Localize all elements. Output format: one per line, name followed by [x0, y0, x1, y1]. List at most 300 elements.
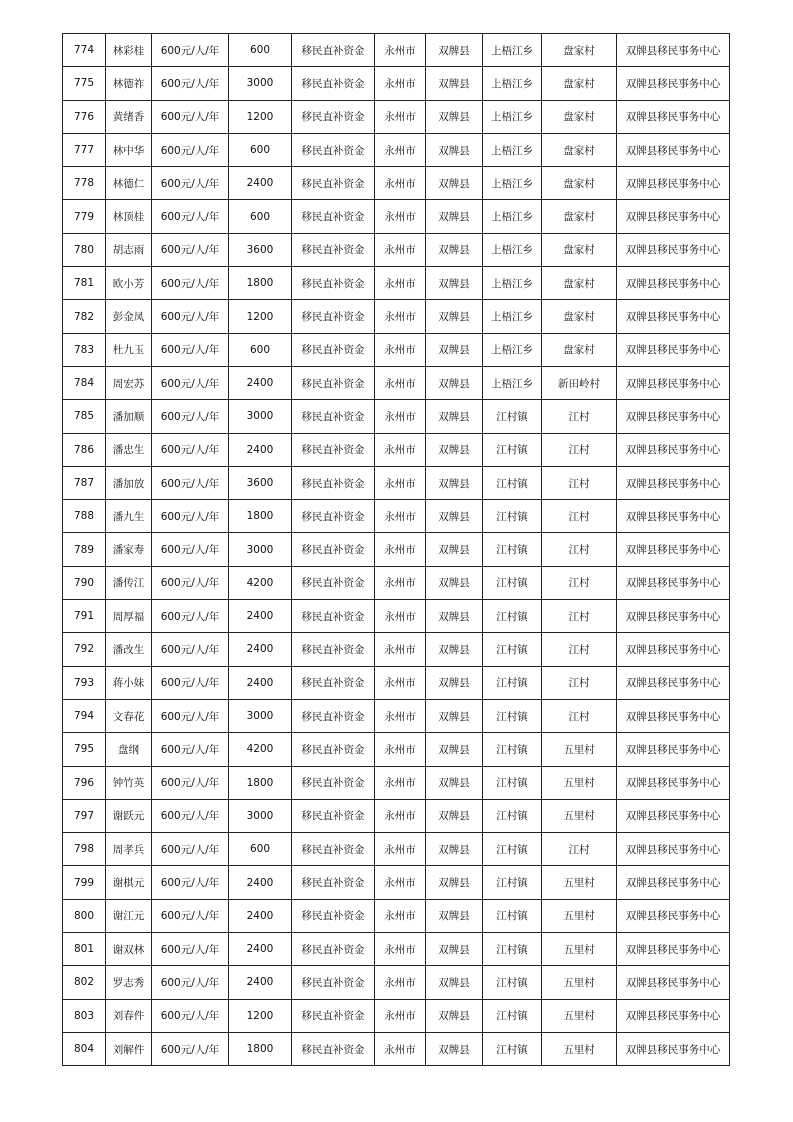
table-row: [63, 833, 730, 866]
cell-village: 五里村: [542, 733, 617, 766]
cell-county: 双牌县: [426, 466, 483, 499]
cell-county: 双牌县: [426, 733, 483, 766]
cell-county: 双牌县: [426, 333, 483, 366]
cell-no: 798: [63, 833, 106, 866]
cell-standard: 600元/人/年: [152, 833, 229, 866]
table-row: [63, 433, 730, 466]
cell-no: 782: [63, 300, 106, 333]
cell-amount: 3000: [229, 799, 292, 832]
cell-agency: 双牌县移民事务中心: [617, 899, 730, 932]
cell-agency: 双牌县移民事务中心: [617, 566, 730, 599]
cell-agency: 双牌县移民事务中心: [617, 200, 730, 233]
cell-no: 776: [63, 100, 106, 133]
cell-fund: 移民直补资金: [292, 566, 375, 599]
cell-amount: 2400: [229, 866, 292, 899]
cell-amount: 3000: [229, 699, 292, 732]
cell-name: 谢江元: [106, 899, 152, 932]
cell-amount: 3600: [229, 466, 292, 499]
cell-fund: 移民直补资金: [292, 666, 375, 699]
cell-fund: 移民直补资金: [292, 233, 375, 266]
cell-city: 永州市: [375, 966, 426, 999]
cell-standard: 600元/人/年: [152, 267, 229, 300]
cell-name: 周厚福: [106, 600, 152, 633]
cell-town: 江村镇: [483, 633, 542, 666]
cell-village: 五里村: [542, 966, 617, 999]
cell-amount: 4200: [229, 733, 292, 766]
cell-city: 永州市: [375, 999, 426, 1032]
cell-agency: 双牌县移民事务中心: [617, 999, 730, 1032]
cell-county: 双牌县: [426, 600, 483, 633]
cell-agency: 双牌县移民事务中心: [617, 866, 730, 899]
cell-amount: 1800: [229, 500, 292, 533]
cell-city: 永州市: [375, 899, 426, 932]
cell-fund: 移民直补资金: [292, 699, 375, 732]
cell-no: 791: [63, 600, 106, 633]
cell-village: 盘家村: [542, 133, 617, 166]
cell-city: 永州市: [375, 933, 426, 966]
cell-name: 文春花: [106, 699, 152, 732]
cell-town: 江村镇: [483, 899, 542, 932]
cell-fund: 移民直补资金: [292, 866, 375, 899]
cell-agency: 双牌县移民事务中心: [617, 966, 730, 999]
cell-town: 江村镇: [483, 699, 542, 732]
cell-name: 刘解件: [106, 1032, 152, 1065]
cell-city: 永州市: [375, 233, 426, 266]
cell-town: 上梧江乡: [483, 200, 542, 233]
cell-standard: 600元/人/年: [152, 400, 229, 433]
cell-name: 潘加放: [106, 466, 152, 499]
cell-amount: 2400: [229, 966, 292, 999]
table-row: [63, 500, 730, 533]
cell-city: 永州市: [375, 267, 426, 300]
cell-village: 盘家村: [542, 67, 617, 100]
cell-city: 永州市: [375, 833, 426, 866]
cell-town: 上梧江乡: [483, 233, 542, 266]
cell-standard: 600元/人/年: [152, 133, 229, 166]
cell-fund: 移民直补资金: [292, 167, 375, 200]
cell-name: 盘纲: [106, 733, 152, 766]
cell-county: 双牌县: [426, 200, 483, 233]
cell-village: 江村: [542, 466, 617, 499]
cell-town: 江村镇: [483, 999, 542, 1032]
cell-agency: 双牌县移民事务中心: [617, 433, 730, 466]
cell-standard: 600元/人/年: [152, 1032, 229, 1065]
cell-city: 永州市: [375, 400, 426, 433]
cell-name: 胡志雨: [106, 233, 152, 266]
cell-name: 林中华: [106, 133, 152, 166]
cell-no: 803: [63, 999, 106, 1032]
cell-city: 永州市: [375, 433, 426, 466]
cell-no: 785: [63, 400, 106, 433]
cell-city: 永州市: [375, 366, 426, 399]
cell-county: 双牌县: [426, 666, 483, 699]
cell-town: 上梧江乡: [483, 133, 542, 166]
cell-town: 江村镇: [483, 533, 542, 566]
cell-agency: 双牌县移民事务中心: [617, 167, 730, 200]
cell-county: 双牌县: [426, 400, 483, 433]
cell-town: 上梧江乡: [483, 34, 542, 67]
cell-no: 787: [63, 466, 106, 499]
cell-name: 潘传江: [106, 566, 152, 599]
cell-no: 792: [63, 633, 106, 666]
cell-standard: 600元/人/年: [152, 699, 229, 732]
table-row: [63, 133, 730, 166]
cell-amount: 2400: [229, 899, 292, 932]
cell-fund: 移民直补资金: [292, 500, 375, 533]
cell-no: 783: [63, 333, 106, 366]
cell-no: 779: [63, 200, 106, 233]
cell-town: 上梧江乡: [483, 366, 542, 399]
table-row: [63, 766, 730, 799]
cell-amount: 2400: [229, 600, 292, 633]
cell-standard: 600元/人/年: [152, 566, 229, 599]
cell-village: 新田岭村: [542, 366, 617, 399]
cell-amount: 1800: [229, 1032, 292, 1065]
cell-city: 永州市: [375, 866, 426, 899]
cell-standard: 600元/人/年: [152, 167, 229, 200]
cell-town: 江村镇: [483, 1032, 542, 1065]
cell-agency: 双牌县移民事务中心: [617, 34, 730, 67]
cell-standard: 600元/人/年: [152, 500, 229, 533]
table-row: [63, 699, 730, 732]
cell-county: 双牌县: [426, 34, 483, 67]
cell-village: 江村: [542, 500, 617, 533]
cell-standard: 600元/人/年: [152, 999, 229, 1032]
cell-city: 永州市: [375, 699, 426, 732]
cell-county: 双牌县: [426, 999, 483, 1032]
cell-town: 上梧江乡: [483, 67, 542, 100]
cell-village: 江村: [542, 433, 617, 466]
table-row: [63, 866, 730, 899]
cell-fund: 移民直补资金: [292, 133, 375, 166]
cell-fund: 移民直补资金: [292, 300, 375, 333]
cell-county: 双牌县: [426, 866, 483, 899]
cell-city: 永州市: [375, 633, 426, 666]
cell-village: 盘家村: [542, 333, 617, 366]
cell-agency: 双牌县移民事务中心: [617, 799, 730, 832]
cell-agency: 双牌县移民事务中心: [617, 600, 730, 633]
cell-fund: 移民直补资金: [292, 533, 375, 566]
table-row: [63, 200, 730, 233]
cell-agency: 双牌县移民事务中心: [617, 333, 730, 366]
cell-county: 双牌县: [426, 67, 483, 100]
cell-village: 江村: [542, 533, 617, 566]
cell-amount: 1800: [229, 267, 292, 300]
cell-standard: 600元/人/年: [152, 866, 229, 899]
cell-name: 钟竹英: [106, 766, 152, 799]
cell-agency: 双牌县移民事务中心: [617, 933, 730, 966]
table-row: [63, 533, 730, 566]
table-row: [63, 300, 730, 333]
cell-town: 江村镇: [483, 766, 542, 799]
cell-fund: 移民直补资金: [292, 67, 375, 100]
cell-standard: 600元/人/年: [152, 533, 229, 566]
cell-fund: 移民直补资金: [292, 999, 375, 1032]
table-row: [63, 733, 730, 766]
cell-fund: 移民直补资金: [292, 267, 375, 300]
cell-county: 双牌县: [426, 799, 483, 832]
cell-town: 江村镇: [483, 833, 542, 866]
cell-no: 788: [63, 500, 106, 533]
cell-amount: 1200: [229, 999, 292, 1032]
table-row: [63, 899, 730, 932]
cell-fund: 移民直补资金: [292, 366, 375, 399]
cell-city: 永州市: [375, 200, 426, 233]
cell-city: 永州市: [375, 799, 426, 832]
table-row: [63, 933, 730, 966]
cell-town: 江村镇: [483, 733, 542, 766]
cell-town: 上梧江乡: [483, 100, 542, 133]
cell-agency: 双牌县移民事务中心: [617, 267, 730, 300]
cell-village: 五里村: [542, 899, 617, 932]
cell-county: 双牌县: [426, 833, 483, 866]
cell-standard: 600元/人/年: [152, 233, 229, 266]
cell-county: 双牌县: [426, 633, 483, 666]
cell-town: 江村镇: [483, 566, 542, 599]
cell-amount: 1800: [229, 766, 292, 799]
cell-village: 盘家村: [542, 233, 617, 266]
cell-standard: 600元/人/年: [152, 100, 229, 133]
cell-city: 永州市: [375, 67, 426, 100]
table-row: [63, 966, 730, 999]
cell-village: 五里村: [542, 799, 617, 832]
cell-city: 永州市: [375, 733, 426, 766]
cell-standard: 600元/人/年: [152, 200, 229, 233]
cell-no: 804: [63, 1032, 106, 1065]
cell-no: 780: [63, 233, 106, 266]
cell-county: 双牌县: [426, 566, 483, 599]
cell-town: 江村镇: [483, 433, 542, 466]
cell-agency: 双牌县移民事务中心: [617, 466, 730, 499]
cell-city: 永州市: [375, 466, 426, 499]
cell-amount: 2400: [229, 633, 292, 666]
cell-agency: 双牌县移民事务中心: [617, 300, 730, 333]
cell-fund: 移民直补资金: [292, 933, 375, 966]
cell-no: 793: [63, 666, 106, 699]
cell-village: 五里村: [542, 1032, 617, 1065]
table-row: [63, 100, 730, 133]
cell-county: 双牌县: [426, 766, 483, 799]
cell-no: 800: [63, 899, 106, 932]
cell-standard: 600元/人/年: [152, 466, 229, 499]
cell-agency: 双牌县移民事务中心: [617, 233, 730, 266]
cell-village: 盘家村: [542, 167, 617, 200]
cell-town: 江村镇: [483, 400, 542, 433]
cell-standard: 600元/人/年: [152, 333, 229, 366]
cell-city: 永州市: [375, 167, 426, 200]
table-row: [63, 67, 730, 100]
cell-amount: 600: [229, 200, 292, 233]
cell-no: 786: [63, 433, 106, 466]
cell-village: 盘家村: [542, 34, 617, 67]
table-row: [63, 566, 730, 599]
cell-county: 双牌县: [426, 1032, 483, 1065]
cell-amount: 600: [229, 833, 292, 866]
cell-name: 林德祚: [106, 67, 152, 100]
table-row: [63, 1032, 730, 1065]
cell-town: 江村镇: [483, 799, 542, 832]
cell-name: 刘春件: [106, 999, 152, 1032]
cell-fund: 移民直补资金: [292, 433, 375, 466]
cell-no: 797: [63, 799, 106, 832]
cell-amount: 4200: [229, 566, 292, 599]
cell-fund: 移民直补资金: [292, 600, 375, 633]
cell-no: 790: [63, 566, 106, 599]
cell-fund: 移民直补资金: [292, 466, 375, 499]
cell-no: 789: [63, 533, 106, 566]
cell-agency: 双牌县移民事务中心: [617, 699, 730, 732]
cell-county: 双牌县: [426, 699, 483, 732]
cell-agency: 双牌县移民事务中心: [617, 733, 730, 766]
cell-no: 795: [63, 733, 106, 766]
cell-fund: 移民直补资金: [292, 799, 375, 832]
cell-name: 潘加顺: [106, 400, 152, 433]
cell-name: 欧小芳: [106, 267, 152, 300]
cell-fund: 移民直补资金: [292, 200, 375, 233]
cell-standard: 600元/人/年: [152, 34, 229, 67]
cell-fund: 移民直补资金: [292, 833, 375, 866]
cell-village: 五里村: [542, 933, 617, 966]
cell-town: 江村镇: [483, 866, 542, 899]
cell-name: 林顶桂: [106, 200, 152, 233]
cell-county: 双牌县: [426, 533, 483, 566]
cell-village: 五里村: [542, 866, 617, 899]
cell-amount: 600: [229, 133, 292, 166]
cell-agency: 双牌县移民事务中心: [617, 100, 730, 133]
cell-name: 周孝兵: [106, 833, 152, 866]
cell-agency: 双牌县移民事务中心: [617, 500, 730, 533]
cell-village: 五里村: [542, 766, 617, 799]
cell-county: 双牌县: [426, 366, 483, 399]
cell-name: 潘九生: [106, 500, 152, 533]
cell-name: 蒋小妹: [106, 666, 152, 699]
cell-city: 永州市: [375, 566, 426, 599]
cell-name: 林德仁: [106, 167, 152, 200]
cell-name: 潘忠生: [106, 433, 152, 466]
cell-standard: 600元/人/年: [152, 799, 229, 832]
table-row: [63, 400, 730, 433]
cell-standard: 600元/人/年: [152, 966, 229, 999]
cell-amount: 1200: [229, 100, 292, 133]
cell-name: 罗志秀: [106, 966, 152, 999]
cell-village: 盘家村: [542, 100, 617, 133]
cell-name: 潘改生: [106, 633, 152, 666]
cell-city: 永州市: [375, 600, 426, 633]
cell-standard: 600元/人/年: [152, 666, 229, 699]
cell-county: 双牌县: [426, 267, 483, 300]
cell-village: 盘家村: [542, 200, 617, 233]
cell-fund: 移民直补资金: [292, 34, 375, 67]
cell-county: 双牌县: [426, 500, 483, 533]
cell-city: 永州市: [375, 34, 426, 67]
cell-name: 谢跃元: [106, 799, 152, 832]
cell-village: 江村: [542, 633, 617, 666]
cell-standard: 600元/人/年: [152, 766, 229, 799]
table-row: [63, 34, 730, 67]
cell-amount: 3000: [229, 400, 292, 433]
cell-no: 778: [63, 167, 106, 200]
cell-amount: 2400: [229, 433, 292, 466]
cell-village: 江村: [542, 699, 617, 732]
cell-agency: 双牌县移民事务中心: [617, 67, 730, 100]
cell-no: 796: [63, 766, 106, 799]
cell-agency: 双牌县移民事务中心: [617, 633, 730, 666]
cell-village: 盘家村: [542, 267, 617, 300]
cell-village: 江村: [542, 666, 617, 699]
table-row: [63, 333, 730, 366]
cell-village: 五里村: [542, 999, 617, 1032]
cell-amount: 2400: [229, 666, 292, 699]
cell-county: 双牌县: [426, 300, 483, 333]
cell-county: 双牌县: [426, 233, 483, 266]
cell-city: 永州市: [375, 533, 426, 566]
cell-town: 江村镇: [483, 933, 542, 966]
cell-county: 双牌县: [426, 100, 483, 133]
table-row: [63, 466, 730, 499]
cell-city: 永州市: [375, 500, 426, 533]
cell-no: 777: [63, 133, 106, 166]
cell-name: 杜九玉: [106, 333, 152, 366]
cell-city: 永州市: [375, 666, 426, 699]
cell-no: 794: [63, 699, 106, 732]
cell-amount: 600: [229, 34, 292, 67]
cell-fund: 移民直补资金: [292, 100, 375, 133]
cell-standard: 600元/人/年: [152, 300, 229, 333]
cell-standard: 600元/人/年: [152, 366, 229, 399]
cell-village: 江村: [542, 400, 617, 433]
cell-agency: 双牌县移民事务中心: [617, 366, 730, 399]
cell-standard: 600元/人/年: [152, 433, 229, 466]
cell-agency: 双牌县移民事务中心: [617, 833, 730, 866]
table-row: [63, 267, 730, 300]
cell-county: 双牌县: [426, 899, 483, 932]
cell-fund: 移民直补资金: [292, 333, 375, 366]
cell-amount: 3000: [229, 533, 292, 566]
table-row: [63, 666, 730, 699]
cell-no: 775: [63, 67, 106, 100]
cell-town: 上梧江乡: [483, 333, 542, 366]
cell-agency: 双牌县移民事务中心: [617, 533, 730, 566]
table-row: [63, 633, 730, 666]
cell-name: 彭金凤: [106, 300, 152, 333]
cell-county: 双牌县: [426, 167, 483, 200]
cell-county: 双牌县: [426, 966, 483, 999]
cell-fund: 移民直补资金: [292, 899, 375, 932]
cell-county: 双牌县: [426, 133, 483, 166]
subsidy-table: [62, 33, 730, 1066]
cell-city: 永州市: [375, 766, 426, 799]
cell-village: 盘家村: [542, 300, 617, 333]
cell-town: 上梧江乡: [483, 167, 542, 200]
cell-name: 周宏苏: [106, 366, 152, 399]
cell-amount: 1200: [229, 300, 292, 333]
cell-agency: 双牌县移民事务中心: [617, 766, 730, 799]
cell-agency: 双牌县移民事务中心: [617, 133, 730, 166]
cell-standard: 600元/人/年: [152, 633, 229, 666]
cell-agency: 双牌县移民事务中心: [617, 1032, 730, 1065]
cell-no: 774: [63, 34, 106, 67]
cell-agency: 双牌县移民事务中心: [617, 400, 730, 433]
cell-town: 江村镇: [483, 966, 542, 999]
cell-agency: 双牌县移民事务中心: [617, 666, 730, 699]
cell-city: 永州市: [375, 1032, 426, 1065]
cell-city: 永州市: [375, 333, 426, 366]
cell-town: 江村镇: [483, 600, 542, 633]
cell-no: 781: [63, 267, 106, 300]
cell-amount: 2400: [229, 366, 292, 399]
table-row: [63, 366, 730, 399]
cell-name: 谢双林: [106, 933, 152, 966]
